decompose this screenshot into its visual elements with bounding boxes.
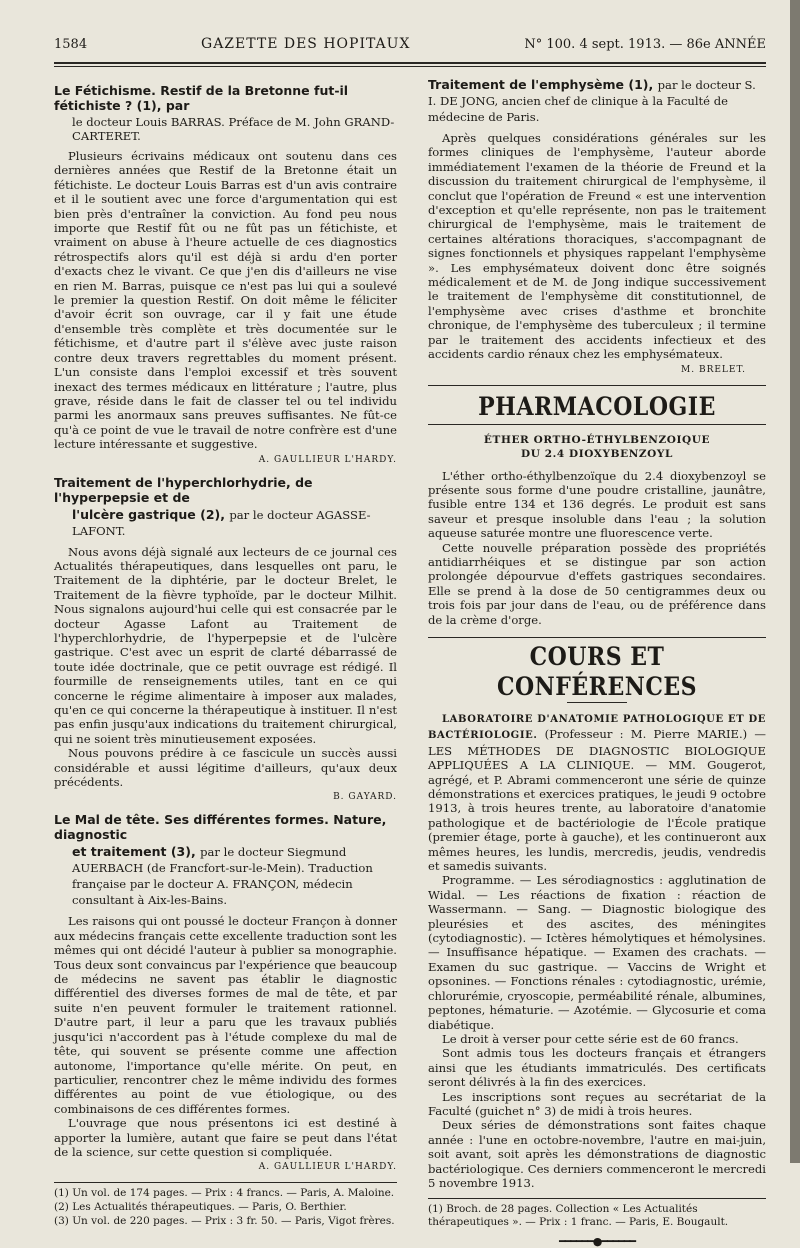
review-title-rest: par le docteur S. I. DE JONG, ancien chef de clinique à la Faculté de médecine de Paris. xyxy=(428,78,756,124)
review-title-cont: l'ulcère gastrique (2), xyxy=(72,506,225,522)
review-fetichisme xyxy=(54,83,397,465)
cours-paragraph: Programme. — Les sérodiagnostics : agglutination de Widal. — Les réactions de fixation : réaction de Wassermann. — Sang. — Diagnostic biologique des pleurésies et des ascites, des méningites (cytodiagnostic). — Ictères hémolytiques et hémolysines. — Insuffisance hépatique. — Examen des crachats. — Examen du suc gastrique. — Vaccins de Wright et opsonines. — Fonctions rénales : cytodiagnostic, urémie, chlorurémie, cryoscopie, perméabilité rénale, albumines, peptones, hématurie. — Azotémie. — Glycosurie et coma diabétique. xyxy=(428,873,766,1032)
review-title-line2 xyxy=(54,507,397,539)
review-signature: M. BRELET. xyxy=(681,364,746,375)
footnote: (1) Un vol. de 174 pages. — Prix : 4 francs. — Paris, A. Maloine. xyxy=(54,1187,395,1200)
page-header xyxy=(54,36,766,58)
section-rule xyxy=(428,385,766,386)
review-title-rest: par le docteur Siegmund AUERBACH (de Francfort-sur-le-Mein). Traduction française par le docteur A. FRANÇON, médecin consultant à Aix-les-Bains. xyxy=(72,845,373,908)
pharmacologie-subheading xyxy=(428,433,766,461)
columns xyxy=(54,77,766,1248)
pharmacologie-paragraph: L'éther ortho-éthylbenzoïque du 2.4 dioxybenzoyl se présente sous forme d'une poudre cristalline, jaunâtre, fusible entre 134 et 136 degrés. Le produit est sans saveur et presque insoluble dans l'eau ; la solution aqueuse saturée montre une fluorescence verte. xyxy=(428,468,766,541)
review-paragraph: L'ouvrage que nous présentons ici est destiné à apporter la lumière, autant que faire se peut dans l'état de la science, sur cette question si compliquée. xyxy=(54,1116,397,1159)
right-column xyxy=(428,77,766,1248)
review-emphyseme xyxy=(428,77,766,375)
review-title: Traitement de l'hyperchlorhydrie, de l'hyperpepsie et de xyxy=(54,474,313,505)
pharmacologie-heading: PHARMACOLOGIE xyxy=(478,391,716,422)
footnote: (3) Un vol. de 220 pages. — Prix : 3 fr. 50. — Paris, Vigot frères. xyxy=(54,1215,395,1228)
short-rule xyxy=(567,702,627,703)
fleuron-ornament: ━━━━━━●━━━━━━ xyxy=(558,1235,636,1248)
right-footnotes xyxy=(428,1198,766,1229)
section-rule xyxy=(428,637,766,638)
review-title-rest: par le docteur AGASSE-LAFONT. xyxy=(72,507,371,538)
cours-paragraph: Sont admis tous les docteurs français et étrangers ainsi que les étudiants immatriculés. Des certificats seront délivrés à la fin des exercices. xyxy=(428,1046,766,1090)
cours-paragraph xyxy=(428,711,766,873)
issue-info: N° 100. 4 sept. 1913. — 86e ANNÉE xyxy=(524,37,766,52)
journal-title: GAZETTE DES HOPITAUX xyxy=(201,36,411,52)
review-title-line2 xyxy=(54,844,397,908)
left-footnotes xyxy=(54,1182,397,1228)
review-paragraph: Nous pouvons prédire à ce fascicule un succès aussi considérable et aussi légitime d'ailleurs, qu'aux deux précédents. xyxy=(54,746,397,790)
cours-lead-text: (Professeur : M. Pierre MARIE.) — LES MÉTHODES DE DIAGNOSTIC BIOLOGIQUE APPLIQUÉES A LA CLINIQUE. — MM. Gougerot, agrégé, et P. Abrami commenceront une série de quinze démonstrations et exercices pratiques, le jeudi 9 octobre 1913, à trois heures trente, au laboratoire d'anatomie pathologique et de bactériologie de l'École pratique (premier étage, porte à gauche), et les continueront aux mêmes heures, les lundis, mercredis, jeudis, vendredis et samedis suivants. xyxy=(428,727,767,874)
review-signature: A. GAULLIEUR L'HARDY. xyxy=(258,1162,397,1173)
review-paragraph: Les raisons qui ont poussé le docteur Françon à donner aux médecins français cette excellente traduction sont les mêmes qui ont décidé l'auteur à publier sa monographie. Tous deux sont convaincus par l'expérience que beaucoup de médecins ne savent pas établir le diagnostic différentiel des diverses formes de mal de tête, et par suite n'en peuvent formuler le traitement rationnel. D'autre part, il leur a paru que les travaux publiés jusqu'ici n'accordent pas à l'étude complexe du mal de tête, qui souvent se présente comme une affection autonome, l'importance qu'elle mérite. On peut, en particulier, rencontrer chez le même individu des formes différentes au point de vue étiologique, ou des combinaisons de ces différentes formes. xyxy=(54,914,397,1116)
page-edge-shadow xyxy=(790,0,800,1163)
review-text: Après quelques considérations générales sur les formes cliniques de l'emphysème, l'auteur aborde immédiatement l'examen de la théorie de Freund et la discussion du traitement chirurgical de l'emphysème, il conclut que l'opération de Freund « est une intervention d'exception et qu'elle représente, non pas le traitement chirurgical de l'emphysème, mais le traitement de certaines altérations thoraciques, s'accompagnant de signes fonctionnels et physiques rappelant l'emphysème ». Les emphysémateux doivent donc être soignés médicalement et de M. de Jong indique successivement le traitement de l'emphysème dit constitutionnel, de l'emphysème avec crises d'asthme et bronchite chronique, de l'emphysème des tuberculeux ; il termine par le traitement des accidents infectieux et des accidents cardio rénaux chez les emphysémateux. xyxy=(428,131,766,362)
review-title: Le Mal de tête. Ses différentes formes. Nature, diagnostic xyxy=(54,812,387,843)
cours-paragraph: Le droit à verser pour cette série est de 60 francs. xyxy=(442,1031,739,1046)
review-title-cont: et traitement (3), xyxy=(72,844,196,860)
review-hyperchlorhydrie xyxy=(54,475,397,803)
review-byline: le docteur Louis BARRAS. Préface de M. John GRAND-CARTERET. xyxy=(72,115,395,143)
footnote: (1) Broch. de 28 pages. Collection « Les Actualités thérapeutiques ». — Prix : 1 franc. — Paris, E. Bougault. xyxy=(428,1203,729,1229)
cours-heading: COURS ET CONFÉRENCES xyxy=(497,642,697,702)
header-rule xyxy=(54,62,766,67)
pharmacologie-paragraph: Cette nouvelle préparation possède des propriétés antidiarrhéiques et se distingue par son action prolongée dépourvue d'effets gastriques secondaires. Elle se prend à la dose de 50 centigrammes deux ou trois fois par jour dans de l'eau, ou de préférence dans de la crème d'orge. xyxy=(428,540,766,627)
cours-lead: LABORATOIRE D'ANATOMIE PATHOLOGIQUE ET DE BACTÉRIOLOGIE. xyxy=(428,713,766,742)
subheading-line: ÉTHER ORTHO-ÉTHYLBENZOIQUE xyxy=(483,433,711,446)
cours-paragraph: Deux séries de démonstrations sont faites chaque année : l'une en octobre-novembre, l'autre en mai-juin, soit avant, soit après les démonstrations de diagnostic bactériologique. Ces derniers commenceront le mercredi 5 novembre 1913. xyxy=(428,1118,766,1190)
review-title-main: Traitement de l'emphysème (1), xyxy=(428,77,654,92)
subheading-line: DU 2.4 DIOXYBENZOYL xyxy=(520,447,674,460)
cours-paragraph: Les inscriptions sont reçues au secrétariat de la Faculté (guichet n° 3) de midi à trois heures. xyxy=(428,1089,766,1118)
footnote: (2) Les Actualités thérapeutiques. — Paris, O. Berthier. xyxy=(54,1201,347,1214)
review-mal-de-tete xyxy=(54,812,397,1172)
review-title: Le Fétichisme. Restif de la Bretonne fut-il fétichiste ? (1), par xyxy=(54,83,349,113)
review-title xyxy=(428,77,766,125)
page-number: 1584 xyxy=(54,37,88,52)
left-column xyxy=(54,77,397,1248)
review-paragraph: Nous avons déjà signalé aux lecteurs de ce journal ces Actualités thérapeutiques, dans lesquelles ont paru, le Traitement de la diphtérie, par le docteur Brelet, le Traitement de la fièvre typhoïde, par le docteur Milhit. Nous signalons aujourd'hui celle qui est consacrée par le docteur Agasse Lafont au Traitement de l'hyperchlorhydrie, de l'hyperpepsie et de l'ulcère gastrique. C'est avec un esprit de clarté débarrassé de toute idée doctrinale, que ce petit ouvrage est rédigé. Il fourmille de renseignements utiles, tant en ce qui concerne le régime alimentaire à imposer aux malades, qu'en ce qui concerne la thérapeutique à instituer. Il n'est pas enfin jusqu'aux indications du traitement chirurgical, qui ne soient très minutieusement exposées. xyxy=(54,544,397,746)
review-signature: A. GAULLIEUR L'HARDY. xyxy=(258,454,397,465)
section-rule xyxy=(428,424,766,425)
review-text: Plusieurs écrivains médicaux ont soutenu dans ces dernières années que Restif de la Bretonne était un fétichiste. Le docteur Louis Barras est d'un avis contraire et il le soutient avec une force d'argumentation qui est bien près d'entraîner la conviction. Au fond peu nous importe que Restif fût ou ne fût pas un fétichiste, et vraiment on abuse à l'heure actuelle de ces diagnostics rétrospectifs alors qu'il est déjà si ardu d'en porter d'exacts chez le vivant. Ce que j'en dis d'ailleurs ne vise en rien M. Barras, puisque ce n'est pas lui qui a soulevé le premier la question Restif. On doit même le féliciter d'avoir écrit son ouvrage, car il y fait une étude d'ensemble très complète et très documentée sur le fétichisme, et d'autre part il s'élève avec juste raison contre deux travers regrettables du moment présent. L'un consiste dans l'emploi excessif et très souvent inexact des termes médicaux en littérature ; l'autre, plus grave, réside dans le fait de classer tel ou tel individu parmi les anormaux sans preuves suffisantes. Ne fût-ce qu'à ce point de vue le travail de notre confrère est d'une lecture intéressante et suggestive. xyxy=(54,149,397,452)
review-signature: B. GAYARD. xyxy=(333,792,397,803)
